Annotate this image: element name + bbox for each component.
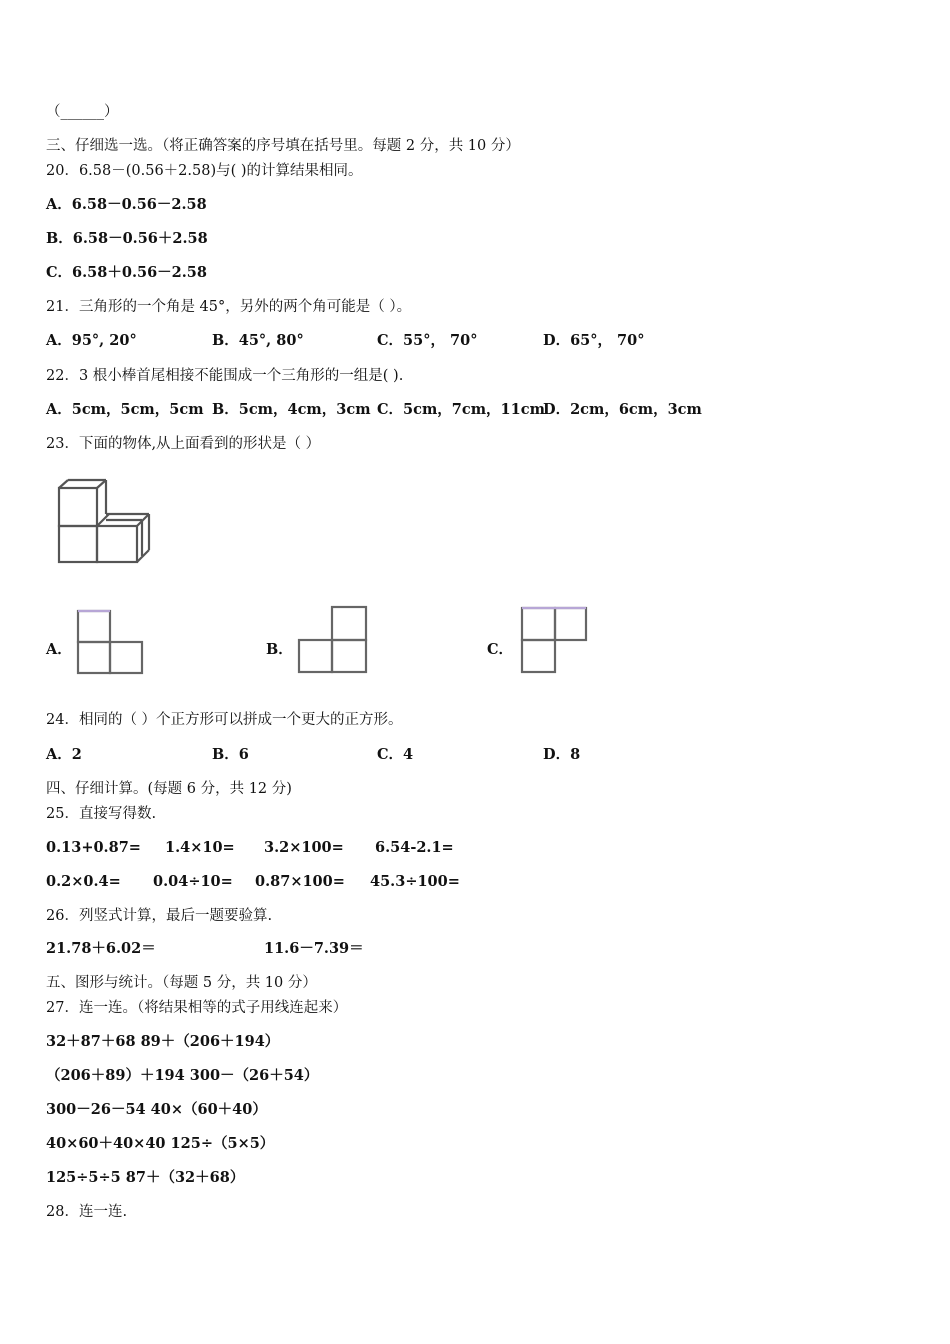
- q21-option-b[interactable]: B．45°, 80°: [212, 332, 304, 349]
- q25-item: 0.13+0.87=: [46, 839, 141, 856]
- q23-option-a-figure: [74, 608, 146, 676]
- q24-stem: 24．相同的（ ）个正方形可以拼成一个更大的正方形。: [46, 712, 403, 728]
- q21-stem: 21．三角形的一个角是 45°，另外的两个角可能是（ ）。: [46, 299, 412, 315]
- q23-option-a[interactable]: A．: [46, 641, 72, 658]
- q20-stem: 20．6.58－(0.56＋2.58)与( )的计算结果相同。: [46, 163, 363, 179]
- q22-option-b[interactable]: B．5cm，4cm，3cm: [212, 401, 371, 418]
- q22-option-c[interactable]: C．5cm，7cm，11cm: [377, 401, 545, 418]
- q26-stem: 26．列竖式计算，最后一题要验算.: [46, 908, 273, 924]
- q25-item: 0.2×0.4=: [46, 873, 121, 890]
- q21-option-d[interactable]: D．65°， 70°: [543, 332, 645, 349]
- section5-heading: 五、图形与统计。（每题 5 分，共 10 分）: [46, 975, 317, 991]
- q27-row: （206＋89）＋194 300－（26＋54）: [46, 1067, 319, 1084]
- q22-option-d[interactable]: D．2cm，6cm，3cm: [543, 401, 702, 418]
- q27-row: 32＋87＋68 89＋（206＋194）: [46, 1033, 280, 1050]
- q24-option-d[interactable]: D．8: [543, 746, 581, 763]
- q24-option-c[interactable]: C．4: [377, 746, 414, 763]
- q25-item: 0.87×100=: [255, 873, 345, 890]
- q20-option-c[interactable]: C．6.58＋0.56－2.58: [46, 264, 207, 281]
- q25-item: 45.3÷100=: [370, 873, 460, 890]
- q27-stem: 27．连一连。（将结果相等的式子用线连起来）: [46, 1000, 348, 1016]
- q26-item: 21.78＋6.02＝: [46, 940, 156, 957]
- q22-stem: 22．3 根小棒首尾相接不能围成一个三角形的一组是( ).: [46, 368, 404, 384]
- q20-option-a[interactable]: A．6.58－0.56－2.58: [46, 196, 207, 213]
- q27-row: 300－26－54 40×（60＋40）: [46, 1101, 267, 1118]
- section4-heading: 四、仔细计算。(每题 6 分，共 12 分): [46, 781, 292, 797]
- q28-stem: 28．连一连.: [46, 1204, 128, 1220]
- q25-stem: 25．直接写得数.: [46, 806, 157, 822]
- q25-item: 3.2×100=: [264, 839, 344, 856]
- q21-option-a[interactable]: A．95°, 20°: [46, 332, 137, 349]
- q26-item: 11.6－7.39＝: [264, 940, 364, 957]
- q23-cube-figure: [54, 474, 164, 569]
- q27-row: 125÷5÷5 87＋（32＋68）: [46, 1169, 245, 1186]
- q23-option-c[interactable]: C．: [487, 641, 514, 658]
- q23-option-b[interactable]: B．: [266, 641, 293, 658]
- q23-option-c-figure: [518, 604, 590, 676]
- q24-option-b[interactable]: B．6: [212, 746, 249, 763]
- q25-item: 1.4×10=: [165, 839, 235, 856]
- q24-option-a[interactable]: A．2: [46, 746, 82, 763]
- section3-heading: 三、仔细选一选。（将正确答案的序号填在括号里。每题 2 分，共 10 分）: [46, 138, 520, 154]
- q27-row: 40×60＋40×40 125÷（5×5）: [46, 1135, 275, 1152]
- q23-option-b-figure: [296, 604, 370, 676]
- top-blank: （______）: [46, 104, 119, 120]
- q20-option-b[interactable]: B．6.58－0.56＋2.58: [46, 230, 208, 247]
- q25-item: 6.54-2.1=: [375, 839, 454, 856]
- q21-option-c[interactable]: C．55°， 70°: [377, 332, 478, 349]
- q22-option-a[interactable]: A．5cm，5cm，5cm: [46, 401, 204, 418]
- q23-stem: 23．下面的物体,从上面看到的形状是（ ）: [46, 436, 321, 452]
- q25-item: 0.04÷10=: [153, 873, 233, 890]
